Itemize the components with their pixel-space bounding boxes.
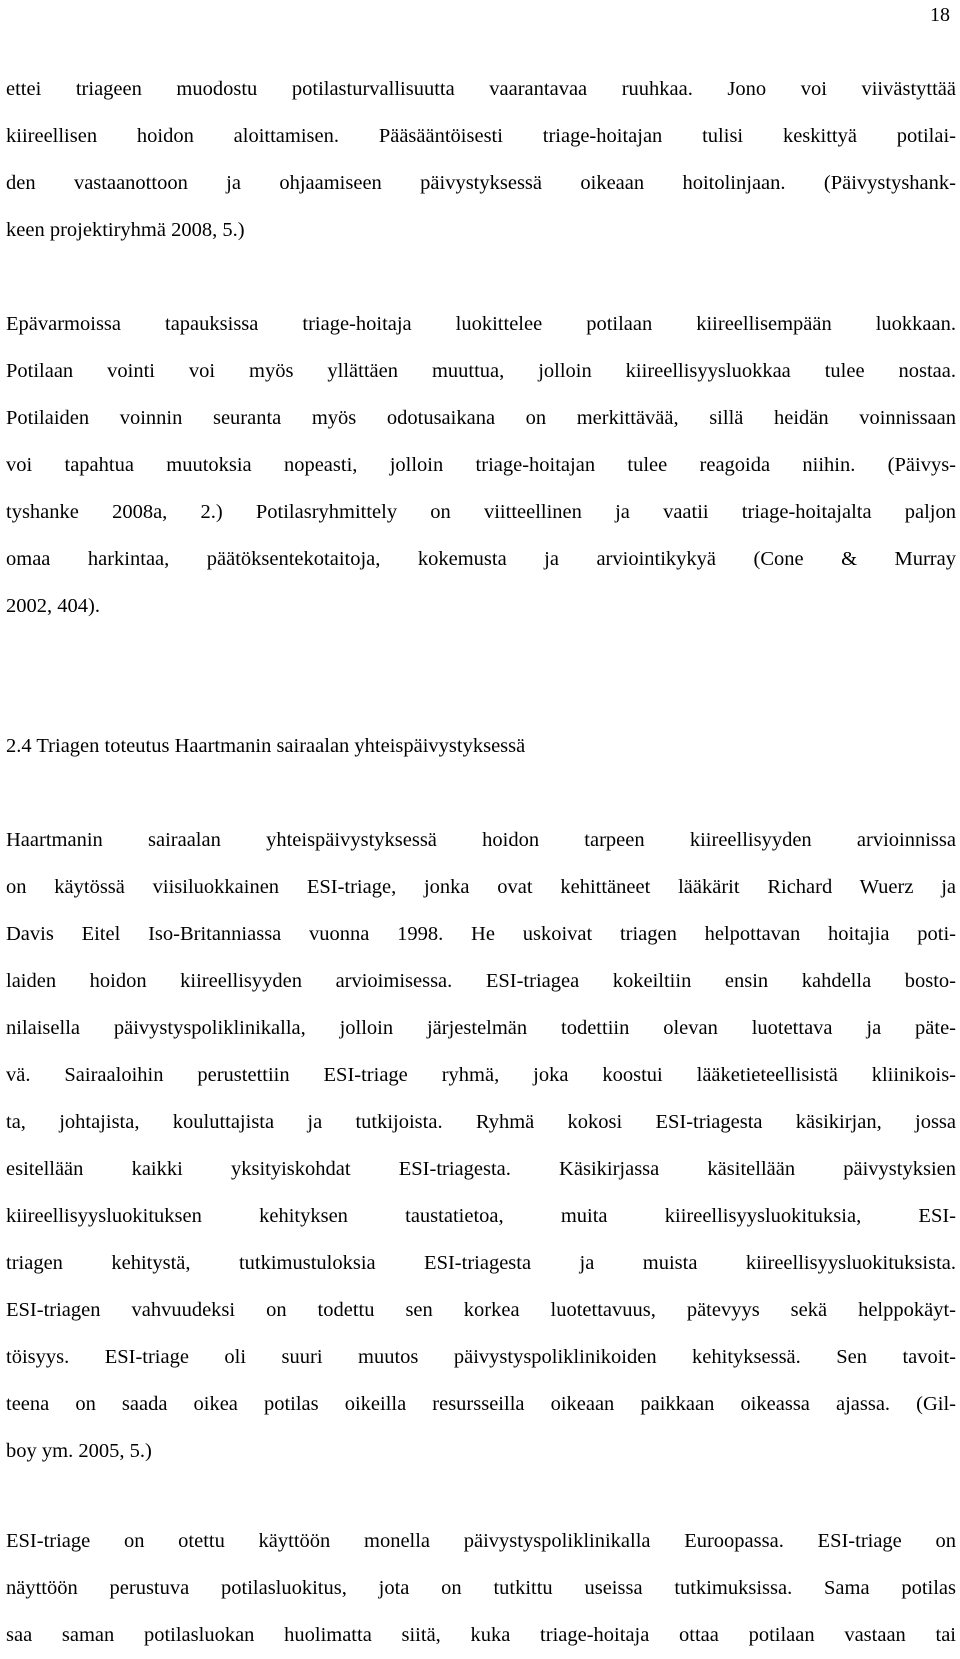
text-line: omaa harkintaa, päätöksentekotaitoja, kokemusta ja arviointikykyä (Cone & Murray bbox=[6, 548, 956, 570]
text-line: töisyys. ESI-triage oli suuri muutos päivystyspoliklinikoiden kehityksessä. Sen tavoit- bbox=[6, 1346, 956, 1368]
text-line: teena on saada oikea potilas oikeilla resursseilla oikeaan paikkaan oikeassa ajassa. (Gil- bbox=[6, 1393, 956, 1415]
text-line: tyshanke 2008a, 2.) Potilasryhmittely on viitteellinen ja vaatii triage-hoitajalta paljon bbox=[6, 501, 956, 523]
paragraph-2 bbox=[6, 301, 956, 630]
text-line: keen projektiryhmä 2008, 5.) bbox=[6, 219, 245, 241]
text-line: triagen kehitystä, tutkimustuloksia ESI-triagesta ja muista kiireellisyysluokituksista. bbox=[6, 1252, 956, 1274]
text-line: Davis Eitel Iso-Britanniassa vuonna 1998. He uskoivat triagen helpottavan hoitajia poti- bbox=[6, 923, 956, 945]
text-line: esitellään kaikki yksityiskohdat ESI-triagesta. Käsikirjassa käsitellään päivystyksien bbox=[6, 1158, 956, 1180]
text-line: kiireellisyysluokituksen kehityksen taustatietoa, muita kiireellisyysluokituksia, ESI- bbox=[6, 1205, 956, 1227]
text-line: den vastaanottoon ja ohjaamiseen päivystyksessä oikeaan hoitolinjaan. (Päivystyshank- bbox=[6, 172, 956, 194]
text-line: saa saman potilasluokan huolimatta siitä, kuka triage-hoitaja ottaa potilaan vastaan tai bbox=[6, 1624, 956, 1646]
text-line: on käytössä viisiluokkainen ESI-triage, jonka ovat kehittäneet lääkärit Richard Wuerz ja bbox=[6, 876, 956, 898]
text-line: ta, johtajista, kouluttajista ja tutkijoista. Ryhmä kokosi ESI-triagesta käsikirjan, jossa bbox=[6, 1111, 956, 1133]
paragraph-4 bbox=[6, 1518, 956, 1659]
text-line: nilaisella päivystyspoliklinikalla, jolloin järjestelmän todettiin olevan luotettava ja päte- bbox=[6, 1017, 956, 1039]
section-heading: 2.4 Triagen toteutus Haartmanin sairaalan yhteispäivystyksessä bbox=[6, 735, 526, 757]
paragraph-3 bbox=[6, 817, 956, 1475]
text-line: Potilaiden voinnin seuranta myös odotusaikana on merkittävää, sillä heidän voinnissaan bbox=[6, 407, 956, 429]
page-number: 18 bbox=[930, 4, 950, 26]
text-line: ESI-triage on otettu käyttöön monella päivystyspoliklinikalla Euroopassa. ESI-triage on bbox=[6, 1530, 956, 1552]
text-line: näyttöön perustuva potilasluokitus, jota on tutkittu useissa tutkimuksissa. Sama potilas bbox=[6, 1577, 956, 1599]
text-line: ESI-triagen vahvuudeksi on todettu sen korkea luotettavuus, pätevyys sekä helppokäyt- bbox=[6, 1299, 956, 1321]
text-line: ettei triageen muodostu potilasturvallisuutta vaarantavaa ruuhkaa. Jono voi viivästyttää bbox=[6, 78, 956, 100]
text-line: voi tapahtua muutoksia nopeasti, jolloin triage-hoitajan tulee reagoida niihin. (Päivys- bbox=[6, 454, 956, 476]
text-line: kiireellisen hoidon aloittamisen. Pääsääntöisesti triage-hoitajan tulisi keskittyä potilai- bbox=[6, 125, 956, 147]
text-line: vä. Sairaaloihin perustettiin ESI-triage ryhmä, joka koostui lääketieteellisistä kliinikois- bbox=[6, 1064, 956, 1086]
text-line: Epävarmoissa tapauksissa triage-hoitaja luokittelee potilaan kiireellisempään luokkaan. bbox=[6, 313, 956, 335]
text-line: Haartmanin sairaalan yhteispäivystyksessä hoidon tarpeen kiireellisyyden arvioinnissa bbox=[6, 829, 956, 851]
text-line: laiden hoidon kiireellisyyden arvioimisessa. ESI-triagea kokeiltiin ensin kahdella bosto- bbox=[6, 970, 956, 992]
paragraph-1 bbox=[6, 66, 956, 254]
text-line: boy ym. 2005, 5.) bbox=[6, 1440, 152, 1462]
text-line: Potilaan vointi voi myös yllättäen muuttua, jolloin kiireellisyysluokkaa tulee nostaa. bbox=[6, 360, 956, 382]
text-line: 2002, 404). bbox=[6, 595, 100, 617]
